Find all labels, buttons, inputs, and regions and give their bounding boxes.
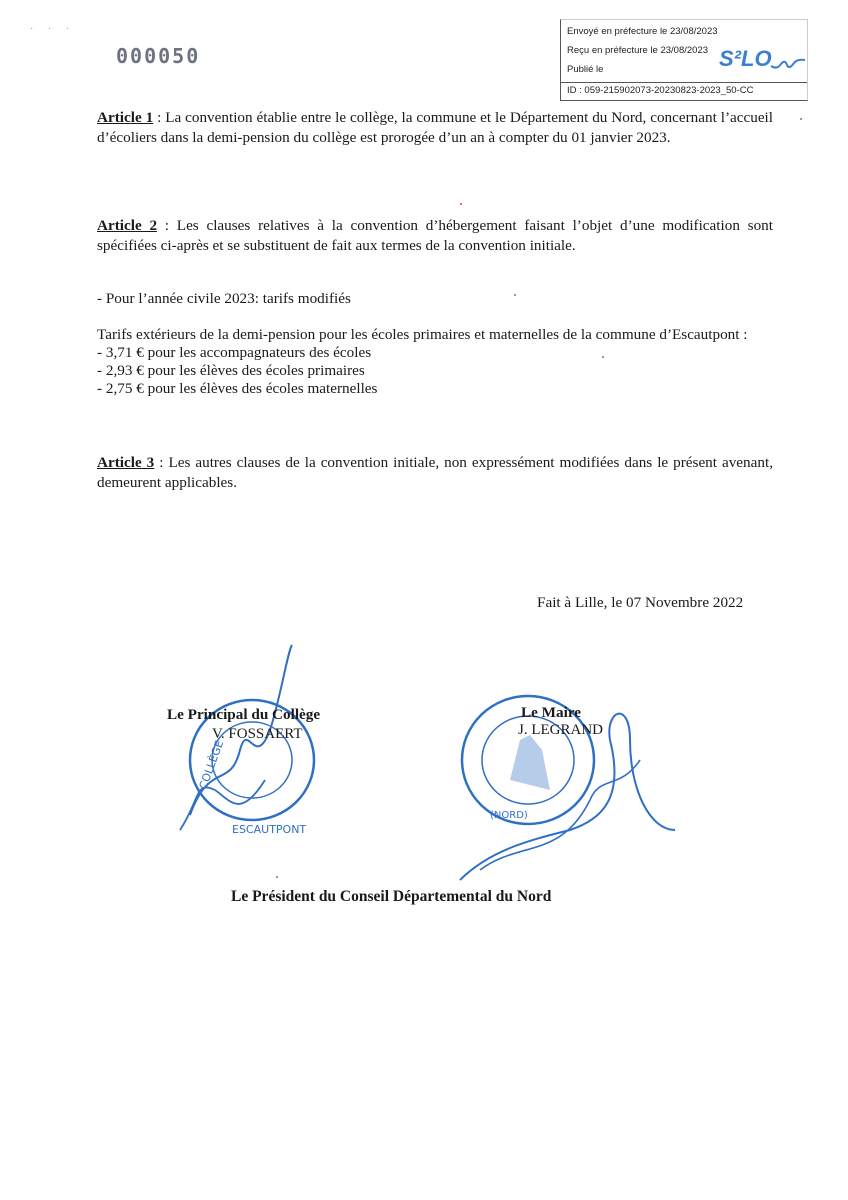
principal-title: Le Principal du Collège [167, 706, 321, 723]
svg-text:ESCAUTPONT: ESCAUTPONT [232, 823, 307, 836]
article-1-text: : La convention établie entre le collège, la commune et le Département du Nord, concernant l’accueil d’écoliers dans la demi-pension du collège est prorogée d’un an à compter du 01 janvier 2023. [97, 109, 773, 146]
s2lo-logo: S²LO [719, 46, 772, 71]
article-3 [97, 453, 773, 493]
scan-dot [514, 294, 516, 296]
prefecture-receipt-box [560, 19, 808, 101]
s2lo-swash-icon [769, 56, 807, 72]
college-seal-and-signature [170, 640, 340, 850]
tariff-item: - 2,93 € pour les élèves des écoles primaires [97, 362, 365, 379]
scan-dot [800, 118, 802, 120]
article-2 [97, 216, 773, 256]
scan-dot [276, 876, 278, 878]
article-2-label: Article 2 [97, 217, 158, 234]
article-3-label: Article 3 [97, 454, 155, 471]
article-2-text: : Les clauses relatives à la convention d’hébergement faisant l’objet d’une modification sont spécifiées ci-après et se substituent de fait aux termes de la convention initiale. [97, 217, 773, 254]
principal-name: V. FOSSAERT [212, 726, 303, 742]
president-title: Le Président du Conseil Départemental du Nord [231, 888, 552, 905]
svg-text:COLLÈGE: COLLÈGE [196, 738, 227, 792]
act-id: ID : 059-215902073-20230823-2023_50-CC [567, 85, 754, 96]
published-date: Publié le [567, 64, 604, 75]
place-and-date: Fait à Lille, le 07 Novembre 2022 [537, 594, 744, 611]
maire-title: Le Maire [521, 704, 582, 721]
article-3-text: : Les autres clauses de la convention initiale, non expressément modifiées dans le présent avenant, demeurent applicables. [97, 454, 773, 491]
scan-dot [460, 203, 462, 205]
tariff-item: - 3,71 € pour les accompagnateurs des écoles [97, 344, 372, 361]
tariff-intro: Tarifs extérieurs de la demi-pension pour les écoles primaires et maternelles de la commune d’Escautpont : [97, 326, 748, 343]
tariff-item: - 2,75 € pour les élèves des écoles maternelles [97, 380, 378, 397]
scan-specks: · · · [30, 24, 75, 35]
sent-date: Envoyé en préfecture le 23/08/2023 [567, 26, 718, 37]
id-separator [561, 82, 807, 83]
document-number-stamp: 000050 [116, 44, 201, 68]
article-1-label: Article 1 [97, 109, 154, 126]
scan-dot [602, 356, 604, 358]
article-1 [97, 108, 773, 148]
tariff-year-line: - Pour l’année civile 2023: tarifs modifiés [97, 290, 351, 307]
received-date: Reçu en préfecture le 23/08/2023 [567, 45, 709, 56]
svg-text:(NORD): (NORD) [490, 810, 528, 821]
maire-name: J. LEGRAND [518, 722, 603, 738]
